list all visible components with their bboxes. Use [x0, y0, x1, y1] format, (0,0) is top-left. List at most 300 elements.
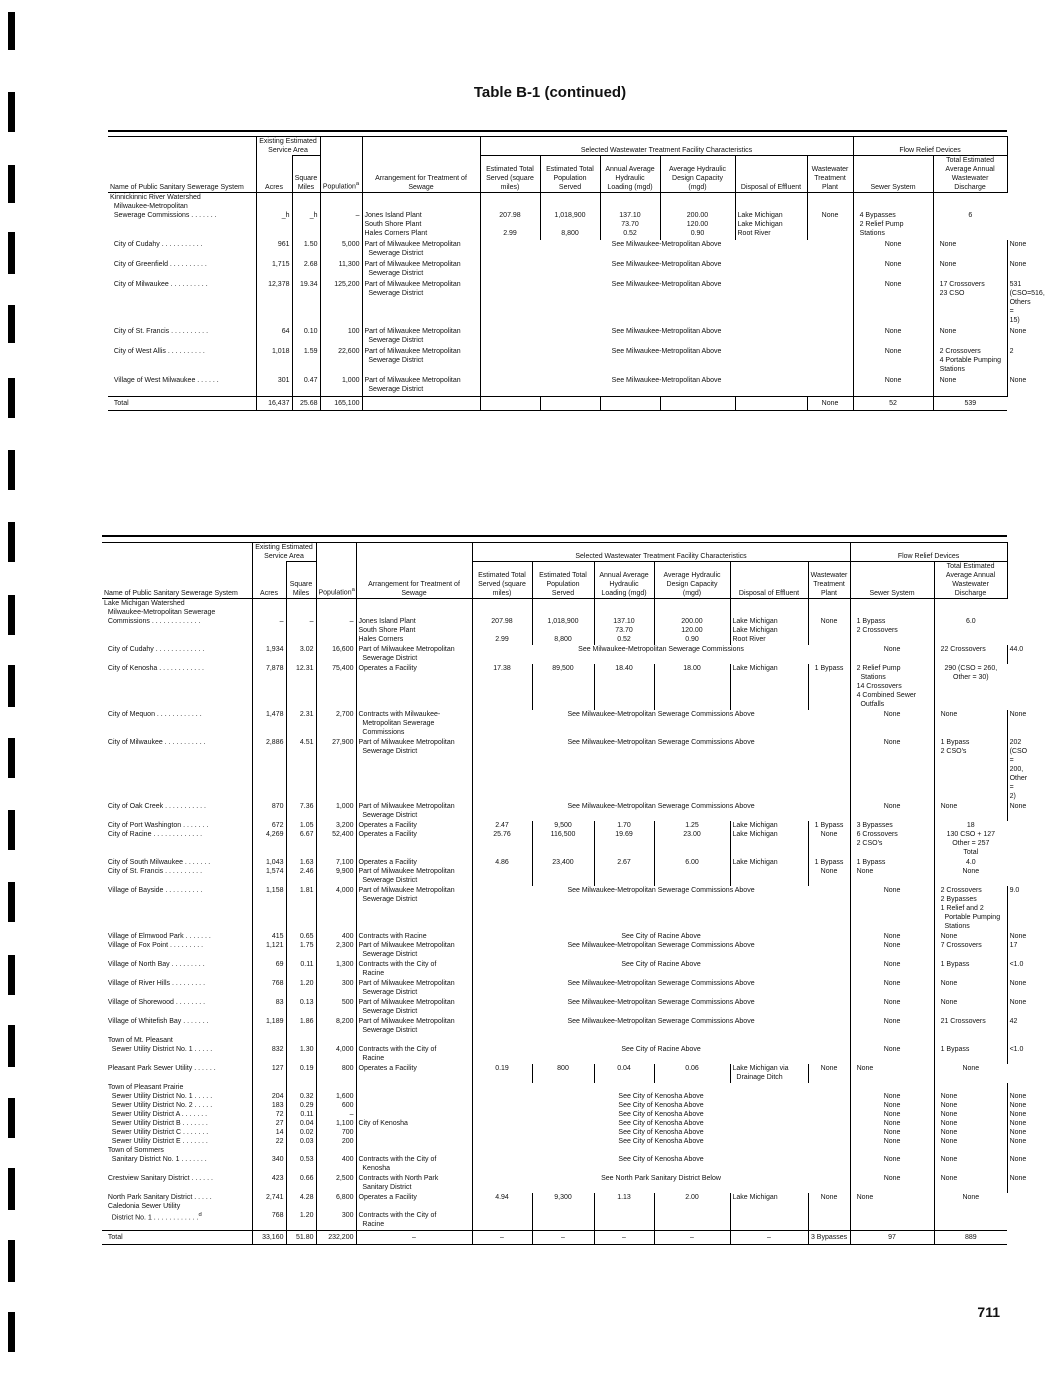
header-est-total-served: Estimated Total Served (square miles): [472, 561, 532, 598]
system-name: Crestview Sanitary District . . . . . .: [104, 1174, 213, 1182]
system-name-cell: [102, 738, 252, 802]
hydraulic-loading-cell: 0.04: [594, 1064, 654, 1083]
arrangement-cell: Part of Milwaukee Metropolitan Sewerage District: [356, 738, 472, 802]
wtp-relief-cell: None: [808, 598, 850, 645]
arrangement-cell: Part of Milwaukee Metropolitan Sewerage District: [356, 645, 472, 664]
hydraulic-loading-cell: 1.13: [594, 1193, 654, 1231]
square-miles-cell: –: [286, 598, 316, 645]
system-name: Village of Shorewood . . . . . . . .: [104, 998, 206, 1006]
facility-reference-cell: See Milwaukee-Metropolitan Above: [480, 347, 853, 376]
system-name: City of Cudahy . . . . . . . . . . .: [110, 240, 203, 248]
wtp-relief-cell: None: [853, 347, 933, 376]
facility-reference-cell: See North Park Sanitary District Below: [472, 1174, 850, 1193]
sewer-relief-cell: 4 Bypasses 2 Relief Pump Stations: [853, 192, 933, 240]
sewer-relief-cell: None: [850, 1064, 934, 1083]
est-area-served-cell: 2.47 25.76: [472, 821, 532, 858]
system-name-cell: [102, 998, 252, 1017]
system-name-cell: [102, 1017, 252, 1036]
square-miles-cell: 1.20: [286, 979, 316, 998]
header-service-area: Existing Estimated Service Area: [256, 137, 320, 156]
binder-mark: [8, 450, 15, 490]
sewer-relief-cell: None: [934, 710, 1007, 738]
sewer-relief-cell: 2 Relief Pump Stations 14 Crossovers 4 Combined Sewer Outfalls: [850, 664, 934, 710]
square-miles-cell: 0.11: [286, 960, 316, 979]
facility-reference-cell: See Milwaukee-Metropolitan Sewerage Commissions Above: [472, 886, 850, 932]
header-selected-facility: Selected Wastewater Treatment Facility Characteristics: [480, 137, 853, 156]
design-capacity-cell: 200.00 120.00 0.90: [654, 598, 730, 645]
table-row: City of Cudahy . . . . . . . . . . . . . 1,934 3.02 16,600 Part of Milwaukee Metropolitan Sewerage District See Milwaukee-Metropolitan Sewerage Commissions None 22 Crossovers 44.0: [104, 645, 1024, 662]
total-square-miles: 25.68: [292, 396, 320, 410]
table-row: Village of River Hills . . . . . . . . . 768 1.20 300 Part of Milwaukee Metropolitan Sewerage District See Milwaukee-Metropolitan Sewerage Commissions Above None None None: [104, 979, 1027, 996]
acres-cell: 7,878: [252, 664, 286, 710]
total-capacity: [660, 396, 735, 410]
population-cell: 1,000: [320, 376, 362, 397]
system-name: City of Port Washington . . . . . . . City of Racine . . . . . . . . . . . . .: [107, 821, 209, 838]
total-row: [108, 396, 1007, 410]
system-name-cell: [108, 327, 256, 347]
est-area-served-cell: 0.19: [472, 1064, 532, 1083]
acres-cell: 1,189: [252, 1017, 286, 1036]
acres-cell: 415 1,121: [252, 932, 286, 960]
header-square-miles: Square Miles: [286, 562, 316, 598]
acres-cell: 1,018: [256, 347, 292, 376]
sewer-relief-cell: 1 Bypass 2 Crossovers: [850, 598, 934, 645]
header-total-discharge: Total Estimated Average Annual Wastewater Discharge: [933, 155, 1007, 192]
table-row: City of Cudahy . . . . . . . . . . . 961 1.50 5,000 Part of Milwaukee Metropolitan Sewerage District See Milwaukee-Metropolitan Above None None None: [108, 240, 1007, 260]
sewer-relief-cell: 1 Bypass None: [850, 858, 934, 886]
population-cell: 16,600: [316, 645, 356, 664]
population-cell: 2,700: [316, 710, 356, 738]
square-miles-cell: 0.13: [286, 998, 316, 1017]
header-est-pop-served: Estimated Total Population Served: [532, 561, 594, 598]
sewer-relief-cell: None: [850, 1193, 934, 1231]
est-pop-served-cell: 89,500: [532, 664, 594, 710]
wtp-relief-cell: None: [850, 1017, 934, 1036]
acres-cell: 961: [256, 240, 292, 260]
population-cell: 11,300: [320, 260, 362, 280]
total-discharge-cell: 6.0: [934, 598, 1007, 645]
population-cell: 7,100 9,900: [316, 858, 356, 886]
table-row: Village of Shorewood . . . . . . . . 83 0.13 500 Part of Milwaukee Metropolitan Sewerage District See Milwaukee-Metropolitan Sewerage Commissions Above None None None: [104, 998, 1027, 1015]
sewer-relief-cell: 17 Crossovers 23 CSO: [933, 280, 1007, 327]
arrangement-cell: Part of Milwaukee Metropolitan Sewerage District: [362, 260, 480, 280]
sewer-relief-cell: 3 Bypasses 6 Crossovers 2 CSO's: [850, 821, 934, 858]
sewer-relief-cell: 21 Crossovers: [934, 1017, 1007, 1036]
table-row: City of Milwaukee . . . . . . . . . . . 2,886 4.51 27,900 Part of Milwaukee Metropolitan Sewerage District See Milwaukee-Metropolitan Sewerage Commissions Above None 1 Bypass 2 CSO's 202 (CSO = 200, Other = 2): [104, 738, 1028, 800]
arrangement-cell: Part of Milwaukee Metropolitan Sewerage District: [356, 998, 472, 1017]
table-row: Village of Whitefish Bay . . . . . . . 1,189 1.86 8,200 Part of Milwaukee Metropolitan Sewerage District See Milwaukee-Metropolitan Sewerage Commissions Above None 21 Crossovers 42: [104, 1017, 1018, 1034]
square-miles-cell: 12.31: [286, 664, 316, 710]
facility-reference-cell: See Milwaukee-Metropolitan Above: [480, 376, 853, 397]
header-est-total-served: Estimated Total Served (square miles): [480, 155, 540, 192]
est-area-served-cell: 207.98 2.99: [480, 192, 540, 240]
arrangement-cell: Contracts with the City of Racine: [356, 960, 472, 979]
binder-mark: [8, 12, 15, 50]
square-miles-cell: 0.10: [292, 327, 320, 347]
population-cell: 1,300: [316, 960, 356, 979]
system-name: City of St. Francis . . . . . . . . . .: [110, 327, 209, 335]
total-discharge: 889: [934, 1230, 1007, 1244]
total-acres: 33,160: [252, 1230, 286, 1244]
arrangement-cell: Part of Milwaukee Metropolitan Sewerage District: [362, 376, 480, 397]
est-area-served-cell: 207.98 2.99: [472, 598, 532, 645]
table-row: Town of Mt. Pleasant Sewer Utility District No. 1 . . . . . 832 1.30 4,000 Contracts with the City of Racine See City of Racine Above None 1 Bypass <1.0: [102, 1036, 1007, 1064]
est-pop-served-cell: 800: [532, 1064, 594, 1083]
total-acres: 16,437: [256, 396, 292, 410]
total-population: 232,200: [316, 1230, 356, 1244]
square-miles-cell: 4.51: [286, 738, 316, 802]
wtp-relief-cell: None None: [850, 932, 934, 960]
system-name: City of Milwaukee . . . . . . . . . . .: [104, 738, 206, 746]
square-miles-cell: 0.47: [292, 376, 320, 397]
header-system-name: Name of Public Sanitary Sewerage System: [108, 156, 256, 192]
total-capacity: –: [654, 1230, 730, 1244]
sewer-relief-cell: 2 Crossovers 4 Portable Pumping Stations: [933, 347, 1007, 376]
total-area-served: –: [472, 1230, 532, 1244]
system-name: City of West Allis . . . . . . . . . .: [110, 347, 205, 355]
binder-mark: [8, 955, 15, 995]
population-cell: 800: [316, 1064, 356, 1083]
header-sewer-system: Sewer System: [853, 155, 933, 192]
wtp-relief-cell: None: [850, 979, 934, 998]
system-name-cell: [102, 932, 252, 960]
header-sewer-system: Sewer System: [850, 561, 934, 598]
sewer-relief-cell: 1 Bypass: [934, 960, 1007, 979]
acres-cell: 1,715: [256, 260, 292, 280]
wtp-relief-cell: None: [850, 738, 934, 802]
total-wtp: 3 Bypasses: [808, 1230, 850, 1244]
sewer-relief-cell: 1 Bypass: [934, 1036, 1007, 1064]
wtp-relief-cell: None: [850, 1036, 934, 1064]
population-cell: 27,900: [316, 738, 356, 802]
system-name: Village of West Milwaukee . . . . . .: [110, 376, 219, 384]
system-name: City of Milwaukee . . . . . . . . . .: [110, 280, 208, 288]
header-system-name: Name of Public Sanitary Sewerage System: [102, 562, 252, 598]
header-service-area: Existing Estimated Service Area: [252, 543, 316, 562]
data-table-lower: [102, 542, 1028, 1245]
table-top-rule: [108, 130, 1007, 132]
system-name: City of Greenfield . . . . . . . . . .: [110, 260, 207, 268]
system-name: City of South Milwaukee . . . . . . . City of St. Francis . . . . . . . . . .: [107, 858, 211, 875]
system-name: City of Mequon . . . . . . . . . . . .: [104, 710, 202, 718]
system-name: Village of North Bay . . . . . . . . .: [104, 960, 205, 968]
acres-cell: 1,158: [252, 886, 286, 932]
disposal-cell: Lake Michigan Lake Michigan: [730, 821, 808, 858]
binder-mark: [8, 378, 15, 418]
total-discharge-cell: 6: [933, 192, 1007, 240]
binder-mark: [8, 1098, 15, 1138]
table-row: [102, 1193, 1007, 1231]
table-row: Town of Pleasant Prairie Sewer Utility District No. 1 . . . . . Sewer Utility District No. 2 . . . . . Sewer Utility District A . . . . . . . Sewer Utility District B . . . . . . . Sewer Utility District C . . . . . . . Sewer Utility District E . . . . . . . Town of Sommers Sanitary District No. 1 . . . . . . . 204 183 72 27 14 22 340 0.32 0.29 0.11 0.04 0.02 0.03 0.53 1,600 600 – 1,100 700 200 400 City of Kenosha Contracts with the City of Kenosha See City of Kenosha Above See City of Kenosha Above See City of Kenosha Above See City of Kenosha Above See City of Kenosha Above See City of Kenosha Above See City of Kenosha Above None None None None None None None None None None None None None None None None None None None None None: [102, 1083, 1007, 1174]
binder-mark: [8, 165, 15, 203]
facility-reference-cell: See City of Kenosha Above See City of Kenosha Above See City of Kenosha Above See City of Kenosha Above See City of Kenosha Above See City of Kenosha Above See City of Kenosha Above: [472, 1083, 850, 1174]
population-cell: 5,000: [320, 240, 362, 260]
binder-mark: [8, 595, 15, 635]
acres-cell: 672 4,269: [252, 821, 286, 858]
binder-mark: [8, 1240, 15, 1282]
square-miles-cell: 0.19: [286, 1064, 316, 1083]
square-miles-cell: _h: [292, 192, 320, 240]
total-discharge: 539: [933, 396, 1007, 410]
header-arrangement: Arrangement for Treatment of Sewage: [356, 562, 472, 598]
total-label: Total: [108, 396, 256, 410]
binder-mark: [8, 232, 15, 274]
table-row: [102, 598, 1007, 645]
binder-mark: [8, 810, 15, 850]
system-name-cell: [102, 1193, 252, 1231]
square-miles-cell: 1.86: [286, 1017, 316, 1036]
wtp-relief-cell: None: [853, 327, 933, 347]
wtp-relief-cell: None: [850, 710, 934, 738]
disposal-cell: Lake Michigan Lake Michigan Root River: [735, 192, 807, 240]
square-miles-cell: 1.05 6.67: [286, 821, 316, 858]
population-cell: –: [316, 598, 356, 645]
acres-cell: 1,934: [252, 645, 286, 664]
header-square-miles: Square Miles: [292, 156, 320, 192]
population-cell: 4,000: [316, 1036, 356, 1064]
sewer-relief-cell: 2 Crossovers 2 Bypasses 1 Relief and 2 Portable Pumping Stations: [934, 886, 1007, 932]
arrangement-cell: Part of Milwaukee Metropolitan Sewerage District: [362, 240, 480, 260]
wtp-relief-cell: 1 Bypass None: [808, 821, 850, 858]
arrangement-cell: Jones Island Plant South Shore Plant Hales Corners Plant: [362, 192, 480, 240]
arrangement-cell: Part of Milwaukee Metropolitan Sewerage District: [362, 347, 480, 376]
facility-reference-cell: See Milwaukee-Metropolitan Sewerage Commissions Above: [472, 998, 850, 1017]
wtp-relief-cell: 1 Bypass None: [808, 858, 850, 886]
design-capacity-cell: 200.00 120.00 0.90: [660, 192, 735, 240]
arrangement-cell: City of Kenosha Contracts with the City of Kenosha: [356, 1083, 472, 1174]
system-name-cell: [102, 1083, 252, 1174]
table-row: [102, 821, 1007, 858]
wtp-relief-cell: None: [850, 998, 934, 1017]
wtp-relief-cell: None None None None None None None: [850, 1083, 934, 1174]
disposal-cell: Lake Michigan Lake Michigan Root River: [730, 598, 808, 645]
disposal-cell: Lake Michigan: [730, 664, 808, 710]
sewer-relief-cell: None: [934, 802, 1007, 821]
header-wtp: Wastewater Treatment Plant: [807, 155, 853, 192]
square-miles-cell: 1.30: [286, 1036, 316, 1064]
sewer-relief-cell: None: [934, 1174, 1007, 1193]
total-disposal: –: [730, 1230, 808, 1244]
header-est-pop-served: Estimated Total Population Served: [540, 155, 600, 192]
arrangement-cell: Contracts with Racine Part of Milwaukee Metropolitan Sewerage District: [356, 932, 472, 960]
system-name: Village of Whitefish Bay . . . . . . .: [104, 1017, 209, 1025]
population-cell: 1,600 600 – 1,100 700 200 400: [316, 1083, 356, 1174]
arrangement-cell: Part of Milwaukee Metropolitan Sewerage District: [356, 886, 472, 932]
header-annual-loading: Annual Average Hydraulic Loading (mgd): [594, 561, 654, 598]
system-name-cell: [102, 645, 252, 664]
wtp-relief-cell: None: [808, 1064, 850, 1083]
table-row: City of Mequon . . . . . . . . . . . . 1,478 2.31 2,700 Contracts with Milwaukee- Metropolitan Sewerage Commissions See Milwaukee-Metropolitan Sewerage Commissions Above None None None: [104, 710, 1027, 736]
population-cell: 125,200: [320, 280, 362, 327]
disposal-cell: Lake Michigan: [730, 858, 808, 886]
wtp-relief-cell: None: [808, 1193, 850, 1231]
footnote-marker: d: [198, 1211, 202, 1218]
arrangement-cell: Operates a Facility Contracts with the City of Racine: [356, 1193, 472, 1231]
population-cell: 400 2,300: [316, 932, 356, 960]
wtp-relief-cell: None: [853, 280, 933, 327]
system-name-cell: [108, 347, 256, 376]
page-title: Table B-1 (continued): [473, 84, 627, 101]
header-arrangement: Arrangement for Treatment of Sewage: [362, 156, 480, 192]
arrangement-cell: Operates a Facility Part of Milwaukee Metropolitan Sewerage District: [356, 858, 472, 886]
wtp-relief-cell: None: [853, 260, 933, 280]
facility-reference-cell: See Milwaukee-Metropolitan Above: [480, 327, 853, 347]
total-pop-served: –: [532, 1230, 594, 1244]
total-loading: [600, 396, 660, 410]
square-miles-cell: 7.36: [286, 802, 316, 821]
facility-reference-cell: See City of Racine Above: [472, 1036, 850, 1064]
square-miles-cell: 2.31: [286, 710, 316, 738]
system-name-cell: [102, 598, 252, 645]
header-population: Population$^a$: [320, 156, 362, 192]
system-name-cell: [108, 376, 256, 397]
system-name-cell: [102, 821, 252, 858]
acres-cell: 870: [252, 802, 286, 821]
facility-reference-cell: See Milwaukee-Metropolitan Sewerage Commissions Above: [472, 738, 850, 802]
population-cell: 1,000: [316, 802, 356, 821]
header-total-discharge: Total Estimated Average Annual Wastewater Discharge: [934, 561, 1007, 598]
binder-mark: [8, 1312, 15, 1352]
total-loading: –: [594, 1230, 654, 1244]
square-miles-cell: 19.34: [292, 280, 320, 327]
system-name: North Park Sanitary District . . . . . Caledonia Sewer Utility District No. 1 . . . . . . . . . . . .: [107, 1193, 212, 1221]
acres-cell: 204 183 72 27 14 22 340: [252, 1083, 286, 1174]
table-row: [102, 1064, 1007, 1083]
arrangement-cell: Operates a Facility: [356, 1064, 472, 1083]
population-cell: 300: [316, 979, 356, 998]
table-row: [102, 664, 1007, 710]
design-capacity-cell: 2.00: [654, 1193, 730, 1231]
est-area-served-cell: 4.94: [472, 1193, 532, 1231]
arrangement-cell: Part of Milwaukee Metropolitan Sewerage District: [356, 1017, 472, 1036]
table-row: City of Milwaukee . . . . . . . . . . 12,378 19.34 125,200 Part of Milwaukee Metropolitan Sewerage District See Milwaukee-Metropolitan Above None 17 Crossovers 23 CSO 531 (CSO=516, Others = 15): [108, 280, 1007, 327]
facility-reference-cell: See Milwaukee-Metropolitan Above: [480, 240, 853, 260]
wtp-relief-cell: None: [850, 645, 934, 664]
table-row: City of Greenfield . . . . . . . . . . 1,715 2.68 11,300 Part of Milwaukee Metropolitan Sewerage District See Milwaukee-Metropolitan Above None None None: [108, 260, 1007, 280]
sewer-relief-cell: None: [934, 979, 1007, 998]
header-acres: Acres: [256, 156, 292, 192]
system-name: Village of River Hills . . . . . . . . .: [104, 979, 206, 987]
system-name-cell: [102, 802, 252, 821]
sewer-relief-cell: None None None None None None None: [934, 1083, 1007, 1174]
total-disposal: [735, 396, 807, 410]
system-name: City of Oak Creek . . . . . . . . . . .: [104, 802, 206, 810]
total-discharge-cell: 290 (CSO = 260, Other = 30): [934, 664, 1007, 710]
population-cell: 22,600: [320, 347, 362, 376]
total-square-miles: 51.80: [286, 1230, 316, 1244]
system-name-cell: [102, 858, 252, 886]
population-cell: 500: [316, 998, 356, 1017]
system-name-cell: [102, 1064, 252, 1083]
header-flow-relief: Flow Relief Devices: [850, 543, 1007, 562]
system-name-cell: [102, 664, 252, 710]
hydraulic-loading-cell: 137.10 73.70 0.52: [600, 192, 660, 240]
facility-reference-cell: See Milwaukee-Metropolitan Sewerage Commissions: [472, 645, 850, 664]
table-top-rule: [102, 535, 1007, 537]
binder-mark: [8, 738, 15, 778]
hydraulic-loading-cell: 1.70 19.69: [594, 821, 654, 858]
population-cell: 4,000: [316, 886, 356, 932]
page-number: 711: [977, 1304, 1000, 1320]
design-capacity-cell: 18.00: [654, 664, 730, 710]
total-discharge-cell: 18 130 CSO + 127 Other = 257 Total: [934, 821, 1007, 858]
wtp-relief-cell: None: [850, 1174, 934, 1193]
system-name-cell: [108, 192, 256, 240]
facility-reference-cell: See Milwaukee-Metropolitan Sewerage Commissions Above: [472, 1017, 850, 1036]
wtp-relief-cell: None: [850, 960, 934, 979]
est-pop-served-cell: 1,018,900 8,800: [532, 598, 594, 645]
square-miles-cell: 2.68: [292, 260, 320, 280]
facility-reference-cell: See Milwaukee-Metropolitan Above: [480, 260, 853, 280]
system-name-cell: [108, 260, 256, 280]
est-pop-served-cell: 9,500 116,500: [532, 821, 594, 858]
acres-cell: 1,478: [252, 710, 286, 738]
acres-cell: 64: [256, 327, 292, 347]
population-cell: 8,200: [316, 1017, 356, 1036]
table-row: Village of Bayside . . . . . . . . . . 1,158 1.81 4,000 Part of Milwaukee Metropolitan Sewerage District See Milwaukee-Metropolitan Sewerage Commissions Above None 2 Crossovers 2 Bypasses 1 Relief and 2 Portable Pumping Stations 9.0: [104, 886, 1020, 930]
facility-reference-cell: See Milwaukee-Metropolitan Above: [480, 280, 853, 327]
sewer-relief-cell: None 7 Crossovers: [934, 932, 1007, 960]
arrangement-cell: Contracts with Milwaukee- Metropolitan Sewerage Commissions: [356, 710, 472, 738]
arrangement-cell: Operates a Facility: [356, 664, 472, 710]
sewer-relief-cell: None: [934, 998, 1007, 1017]
total-area-served: [480, 396, 540, 410]
population-cell: 3,200 52,400: [316, 821, 356, 858]
wtp-relief-cell: None: [853, 376, 933, 397]
acres-cell: 768: [252, 979, 286, 998]
system-name: Village of Bayside . . . . . . . . . .: [104, 886, 203, 894]
header-population: Population$^a$: [316, 562, 356, 598]
design-capacity-cell: 0.06: [654, 1064, 730, 1083]
arrangement-cell: Contracts with North Park Sanitary District: [356, 1174, 472, 1193]
acres-cell: 127: [252, 1064, 286, 1083]
header-wtp: Wastewater Treatment Plant: [808, 561, 850, 598]
system-name-cell: [108, 280, 256, 327]
acres-cell: _h: [256, 192, 292, 240]
disposal-cell: Lake Michigan via Drainage Ditch: [730, 1064, 808, 1083]
arrangement-cell: Part of Milwaukee Metropolitan Sewerage District: [362, 327, 480, 347]
system-name-cell: [102, 960, 252, 979]
system-name: Lake Michigan Watershed Milwaukee-Metropolitan Sewerage Commissions . . . . . . . . . . . . .: [104, 599, 216, 625]
wtp-relief-cell: None: [850, 802, 934, 821]
system-name: Town of Pleasant Prairie Sewer Utility District No. 1 . . . . . Sewer Utility District No. 2 . . . . . Sewer Utility District A . . . . . . . Sewer Utility District B . . . . . . . Sewer Utility District C . . . . . . . Sewer Utility District E . . . . . . . Town of Sommers Sanitary District No. 1 . . . . . . .: [107, 1083, 213, 1163]
wtp-relief-cell: None: [853, 240, 933, 260]
table-row: City of Oak Creek . . . . . . . . . . . 870 7.36 1,000 Part of Milwaukee Metropolitan Sewerage District See Milwaukee-Metropolitan Sewerage Commissions Above None None None: [104, 802, 1027, 819]
design-capacity-cell: 1.25 23.00: [654, 821, 730, 858]
header-selected-facility: Selected Wastewater Treatment Facility Characteristics: [472, 543, 850, 562]
table-row: Village of Elmwood Park . . . . . . . Village of Fox Point . . . . . . . . . 415 1,121 0.65 1.75 400 2,300 Contracts with Racine Part of Milwaukee Metropolitan Sewerage District See City of Racine Above See Milwaukee-Metropolitan Sewerage Commissions Above None None None 7 Crossovers None 17: [102, 932, 1007, 960]
binder-mark: [8, 1025, 15, 1067]
facility-reference-cell: See Milwaukee-Metropolitan Sewerage Commissions Above: [472, 979, 850, 998]
design-capacity-cell: 6.00: [654, 858, 730, 886]
facility-reference-cell: See City of Racine Above: [472, 960, 850, 979]
acres-cell: 69: [252, 960, 286, 979]
system-name: Town of Mt. Pleasant Sewer Utility District No. 1 . . . . .: [107, 1036, 213, 1053]
square-miles-cell: 3.02: [286, 645, 316, 664]
sewer-relief-cell: None: [933, 327, 1007, 347]
table-row: Crestview Sanitary District . . . . . . 423 0.66 2,500 Contracts with North Park Sanitary District See North Park Sanitary District Below None None None: [104, 1174, 1027, 1191]
arrangement-cell: Part of Milwaukee Metropolitan Sewerage District: [356, 979, 472, 998]
total-discharge-cell: 4.0 None: [934, 858, 1007, 886]
population-cell: 2,500: [316, 1174, 356, 1193]
binder-mark: [8, 305, 15, 343]
acres-cell: 832: [252, 1036, 286, 1064]
binder-mark: [8, 1168, 15, 1210]
table-row: City of West Allis . . . . . . . . . . 1,018 1.59 22,600 Part of Milwaukee Metropolitan Sewerage District See Milwaukee-Metropolitan Above None 2 Crossovers 4 Portable Pumping Stations 2: [108, 347, 1007, 376]
system-name: Kinnickinnic River Watershed Milwaukee-Metropolitan Sewerage Commissions . . . . . . .: [110, 193, 217, 219]
arrangement-cell: Contracts with the City of Racine: [356, 1036, 472, 1064]
system-name-cell: [108, 240, 256, 260]
